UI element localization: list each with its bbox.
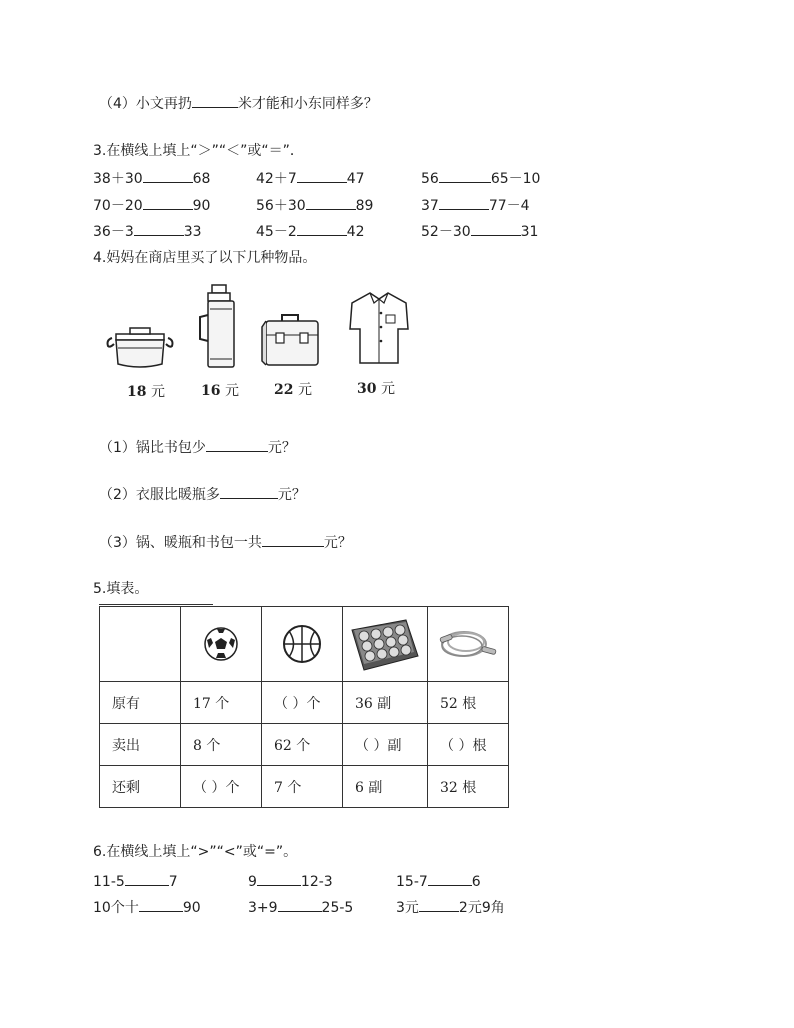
compare-item: 70－20 90 [93, 198, 211, 214]
compare-item: 10个十 90 [93, 900, 201, 916]
answer-blank[interactable] [206, 438, 268, 452]
table-corner-cell [100, 607, 181, 682]
row-label: 原有 [100, 682, 181, 724]
table-cell: 36 副 [343, 682, 428, 724]
section-title: 6.在横线上填上“>”“<”或“=”。 [93, 844, 298, 860]
table-cell: 17 个 [181, 682, 262, 724]
table-cell[interactable]: （ ）个 [181, 766, 262, 808]
divider [99, 604, 213, 605]
section-title: 5.填表。 [93, 581, 149, 597]
table-header-cell [343, 607, 428, 682]
table-cell[interactable]: （ ）根 [428, 724, 509, 766]
answer-blank[interactable] [257, 872, 301, 886]
table-cell: 7 个 [262, 766, 343, 808]
row-label: 还剩 [100, 766, 181, 808]
question-text: （4）小文再扔 [99, 96, 192, 112]
question-line: （2）衣服比暖瓶多 元？ [99, 487, 306, 503]
compare-item: 38＋30 68 [93, 171, 211, 187]
jump-rope-icon [436, 622, 500, 666]
table-cell[interactable]: （ ）个 [262, 682, 343, 724]
price-label: 30 元 [357, 381, 395, 397]
section-title: 4.妈妈在商店里买了以下几种物品。 [93, 250, 317, 266]
answer-blank[interactable] [439, 169, 491, 183]
answer-blank[interactable] [139, 898, 183, 912]
basketball-icon [282, 624, 322, 664]
question-line: （3）锅、暖瓶和书包一共 元？ [99, 535, 352, 551]
section-title: 3.在横线上填上“＞”“＜”或“＝”． [93, 143, 304, 159]
compare-item: 9 12-3 [248, 874, 333, 890]
question-line: （1）锅比书包少 元？ [99, 440, 296, 456]
answer-blank[interactable] [297, 222, 347, 236]
compare-item: 15-7 6 [396, 874, 481, 890]
compare-item: 42＋7 47 [256, 171, 365, 187]
compare-item: 36－3 33 [93, 224, 202, 240]
answer-blank[interactable] [428, 872, 472, 886]
compare-item: 56 65－10 [421, 171, 541, 187]
answer-blank[interactable] [192, 94, 238, 108]
answer-blank[interactable] [134, 222, 184, 236]
question-line [99, 94, 378, 113]
answer-blank[interactable] [278, 898, 322, 912]
answer-blank[interactable] [471, 222, 521, 236]
answer-blank[interactable] [439, 196, 489, 210]
compare-item: 37 77－4 [421, 198, 530, 214]
table-header-cell [181, 607, 262, 682]
compare-item: 56＋30 89 [256, 198, 374, 214]
table-header-cell [428, 607, 509, 682]
shirt-icon [348, 289, 410, 365]
soccer-ball-icon [203, 626, 239, 662]
answer-blank[interactable] [306, 196, 356, 210]
price-label: 22 元 [274, 382, 312, 398]
ping-pong-balls-box-icon [350, 616, 420, 672]
table-cell: 32 根 [428, 766, 509, 808]
compare-item: 45－2 42 [256, 224, 365, 240]
schoolbag-icon [260, 311, 320, 367]
table-cell[interactable]: （ ）副 [343, 724, 428, 766]
answer-blank[interactable] [419, 898, 459, 912]
compare-item: 52－30 31 [421, 224, 539, 240]
answer-blank[interactable] [297, 169, 347, 183]
pot-icon [104, 320, 176, 372]
table-header-cell [262, 607, 343, 682]
price-label: 18 元 [127, 384, 165, 400]
answer-blank[interactable] [143, 196, 193, 210]
answer-blank[interactable] [125, 872, 169, 886]
answer-blank[interactable] [143, 169, 193, 183]
table-cell: 62 个 [262, 724, 343, 766]
price-label: 16 元 [201, 383, 239, 399]
answer-blank[interactable] [220, 485, 278, 499]
table-cell: 52 根 [428, 682, 509, 724]
row-label: 卖出 [100, 724, 181, 766]
compare-item: 11-5 7 [93, 874, 178, 890]
compare-item: 3元 2元9角 [396, 900, 505, 916]
table-cell: 6 副 [343, 766, 428, 808]
fill-table [99, 606, 509, 808]
question-text: 米才能和小东同样多？ [237, 96, 378, 112]
compare-item: 3+9 25-5 [248, 900, 354, 916]
table-cell: 8 个 [181, 724, 262, 766]
thermos-icon [196, 283, 242, 369]
answer-blank[interactable] [262, 533, 324, 547]
